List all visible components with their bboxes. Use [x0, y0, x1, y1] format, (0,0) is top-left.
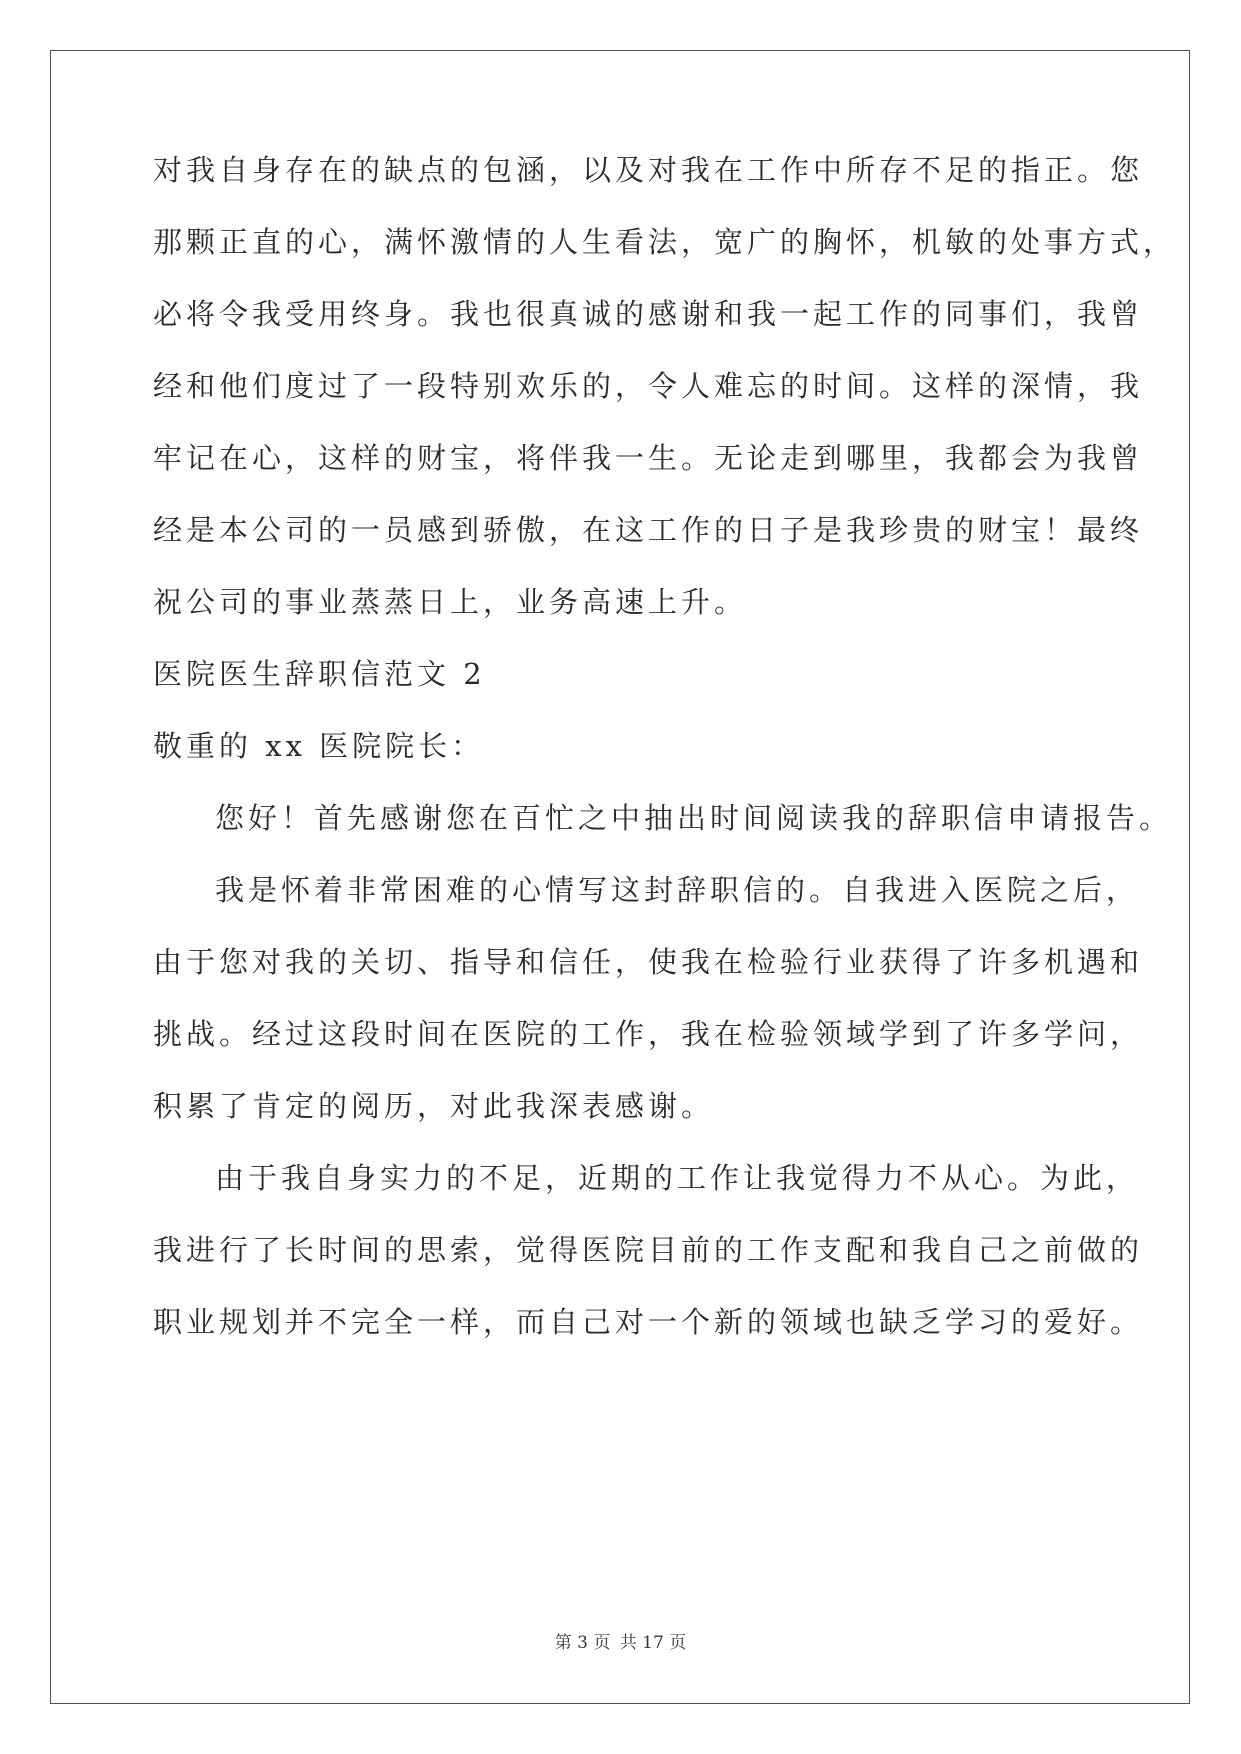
body-text-line: 挑战。经过这段时间在医院的工作，我在检验领域学到了许多学问， — [153, 1017, 1144, 1051]
page-total: 共 17 页 — [619, 1633, 687, 1653]
body-text-line: 由于您对我的关切、指导和信任，使我在检验行业获得了许多机遇和 — [153, 945, 1144, 979]
body-text-line: 对我自身存在的缺点的包涵，以及对我在工作中所存不足的指正。您 — [153, 153, 1144, 187]
salutation: 敬重的 xx 医院院长： — [153, 729, 485, 763]
body-text-line: 由于我自身实力的不足，近期的工作让我觉得力不从心。为此， — [215, 1161, 1140, 1195]
body-text-line: 经和他们度过了一段特别欢乐的，令人难忘的时间。这样的深情，我 — [153, 369, 1144, 403]
page-footer — [0, 1631, 1241, 1655]
page-number: 第 3 页 — [554, 1633, 611, 1653]
body-text-line: 牢记在心，这样的财宝，将伴我一生。无论走到哪里，我都会为我曾 — [153, 441, 1144, 475]
section-title: 医院医生辞职信范文 2 — [153, 657, 486, 691]
body-text-line: 祝公司的事业蒸蒸日上，业务高速上升。 — [153, 585, 748, 619]
body-text-line: 那颗正直的心，满怀激情的人生看法，宽广的胸怀，机敏的处事方式， — [153, 225, 1177, 259]
body-text-line: 您好！首先感谢您在百忙之中抽出时间阅读我的辞职信申请报告。 — [215, 801, 1173, 835]
body-text-line: 积累了肯定的阅历，对此我深表感谢。 — [153, 1089, 715, 1123]
body-text-line: 我进行了长时间的思索，觉得医院目前的工作支配和我自己之前做的 — [153, 1233, 1144, 1267]
body-text-line: 我是怀着非常困难的心情写这封辞职信的。自我进入医院之后， — [215, 873, 1140, 907]
body-text-line: 职业规划并不完全一样，而自己对一个新的领域也缺乏学习的爱好。 — [153, 1305, 1144, 1339]
body-text-line: 经是本公司的一员感到骄傲，在这工作的日子是我珍贵的财宝！最终 — [153, 513, 1144, 547]
body-text-line: 必将令我受用终身。我也很真诚的感谢和我一起工作的同事们，我曾 — [153, 297, 1144, 331]
